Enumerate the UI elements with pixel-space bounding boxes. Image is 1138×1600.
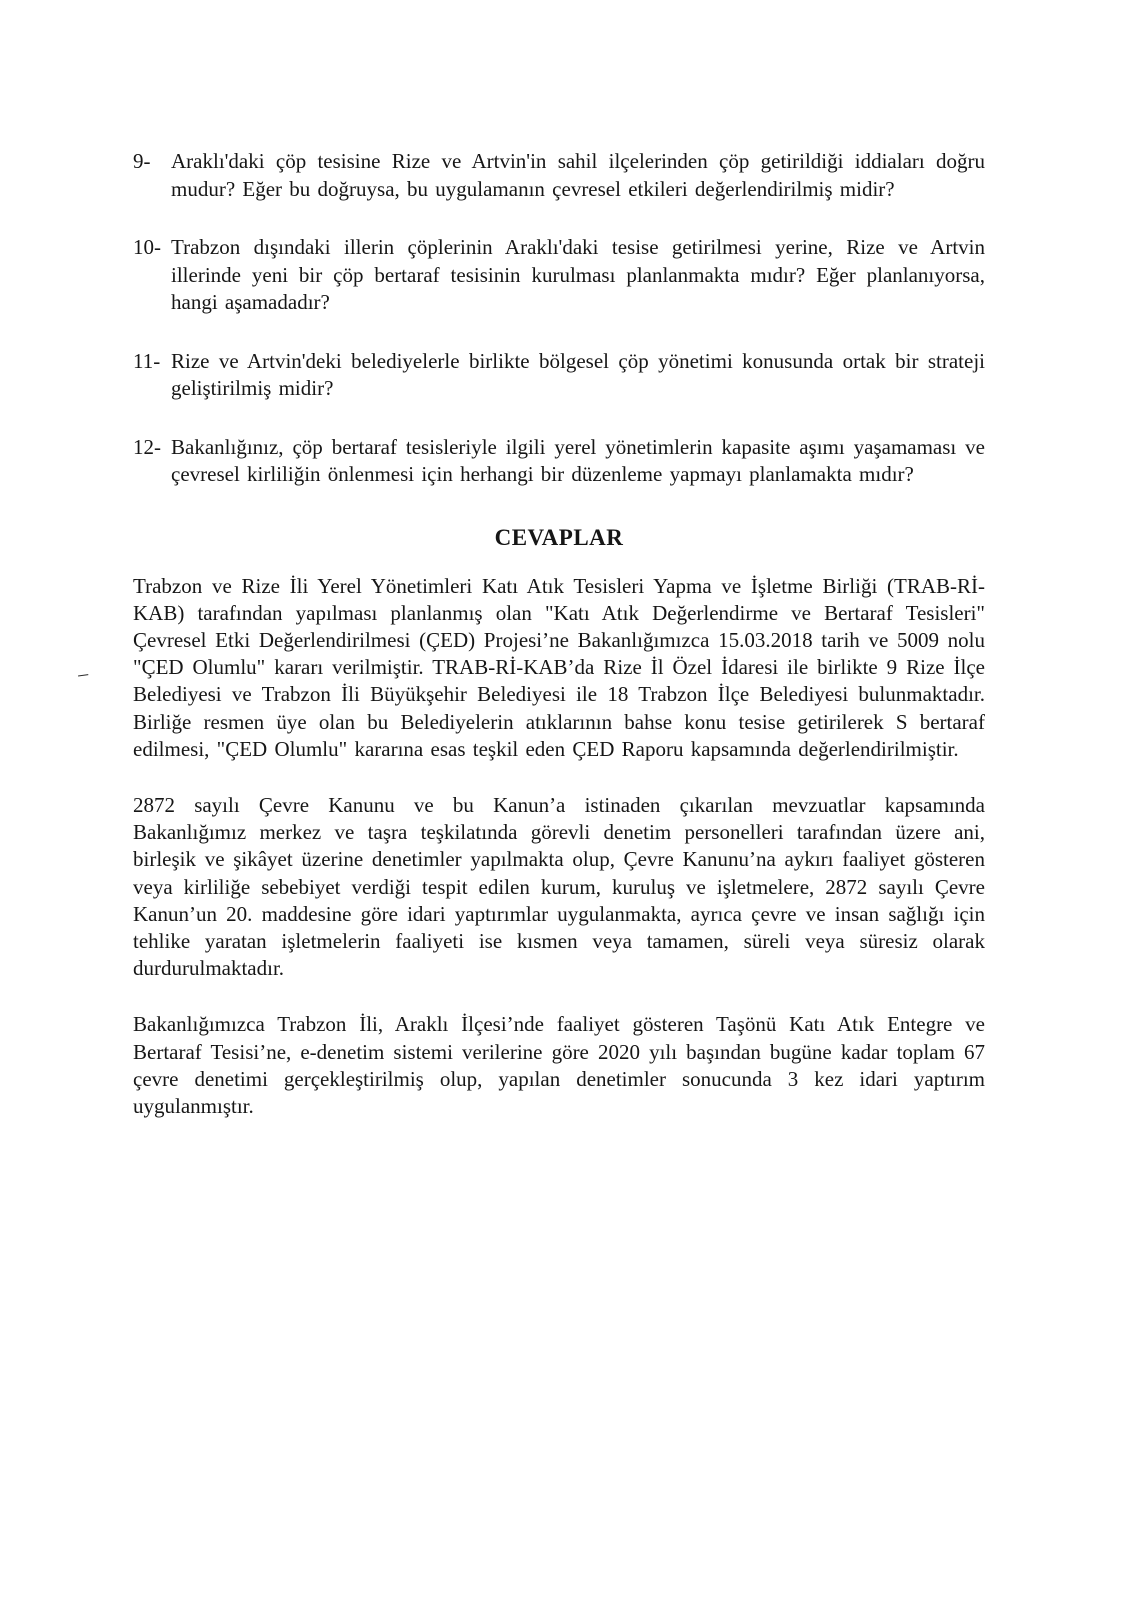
answers-section-heading: CEVAPLAR <box>494 524 624 550</box>
question-list <box>133 148 985 489</box>
question-item-9 <box>133 148 985 203</box>
question-item-12 <box>133 434 985 489</box>
question-item-10 <box>133 234 985 317</box>
question-text: Rize ve Artvin'deki belediyelerle birlikte bölgesel çöp yönetimi konusunda ortak bir strateji geliştirilmiş midir? <box>171 348 985 400</box>
question-item-11 <box>133 348 985 403</box>
answer-paragraph-3: Bakanlığımızca Trabzon İli, Araklı İlçesi’nde faaliyet gösteren Taşönü Katı Atık Entegre ve Bertaraf Tesisi’ne, e-denetim sistemi verilerine göre 2020 yılı başından bugüne kadar toplam 67 çevre denetimi gerçekleştirilmiş olup, yapılan denetimler sonucunda 3 kez idari yaptırım uygulanmıştır. <box>133 1012 985 1118</box>
answer-paragraph-1: Trabzon ve Rize İli Yerel Yönetimleri Katı Atık Tesisleri Yapma ve İşletme Birliği (TRAB-Rİ-KAB) tarafından yapılması planlanmış olan "Katı Atık Değerlendirme ve Bertaraf Tesisleri" Çevresel Etki Değerlendirilmesi (ÇED) Projesi’ne Bakanlığımızca 15.03.2018 tarih ve 5009 nolu "ÇED Olumlu" kararı verilmiştir. TRAB-Rİ-KAB’da Rize İl Özel İdaresi ile birlikte 9 Rize İlçe Belediyesi ve Trabzon İli Büyükşehir Belediyesi ile 18 Trabzon İlçe Belediyesi bulunmaktadır. Birliğe resmen üye olan bu Belediyelerin atıklarının bahse konu tesise getirilerek S bertaraf edilmesi, "ÇED Olumlu" kararına esas teşkil eden ÇED Raporu kapsamında değerlendirilmiştir. <box>133 573 985 761</box>
document-content <box>133 148 985 1149</box>
margin-dash-mark: – <box>76 662 90 686</box>
question-number: 9- <box>133 149 151 173</box>
question-number: 12- <box>133 434 161 459</box>
answer-paragraph-2: 2872 sayılı Çevre Kanunu ve bu Kanun’a istinaden çıkarılan mevzuatlar kapsamında Bakanlığımız merkez ve taşra teşkilatında görevli denetim personelleri tarafından üzere ani, birleşik ve şikâyet üzerine denetimler yapılmakta olup, Çevre Kanunu’na aykırı faaliyet gösteren veya kirliliğe sebebiyet verdiği tespit edilen kurum, kuruluş ve işletmelere, 2872 sayılı Çevre Kanun’un 20. maddesine göre idari yaptırımlar uygulanmakta, ayrıca çevre ve insan sağlığı için tehlike yaratan işletmelerin faaliyeti ise kısmen veya tamamen, süreli veya süresiz olarak durdurulmaktadır. <box>133 792 985 981</box>
question-text: Araklı'daki çöp tesisine Rize ve Artvin'in sahil ilçelerinden çöp getirildiği iddiaları doğru mudur? Eğer bu doğruysa, bu uygulamanın çevresel etkileri değerlendirilmiş midir? <box>171 149 985 201</box>
question-number: 11- <box>133 348 161 373</box>
question-text: Trabzon dışındaki illerin çöplerinin Araklı'daki tesise getirilmesi yerine, Rize ve Artvin illerinde yeni bir çöp bertaraf tesisinin kurulması planlanmakta mıdır? Eğer planlanıyorsa, hangi aşamadadır? <box>171 235 985 314</box>
question-text: Bakanlığınız, çöp bertaraf tesisleriyle ilgili yerel yönetimlerin kapasite aşımı yaşamaması ve çevresel kirliliğin önlenmesi için herhangi bir düzenleme yapmayı planlamakta mıdır? <box>171 434 985 486</box>
question-number: 10- <box>133 235 161 259</box>
